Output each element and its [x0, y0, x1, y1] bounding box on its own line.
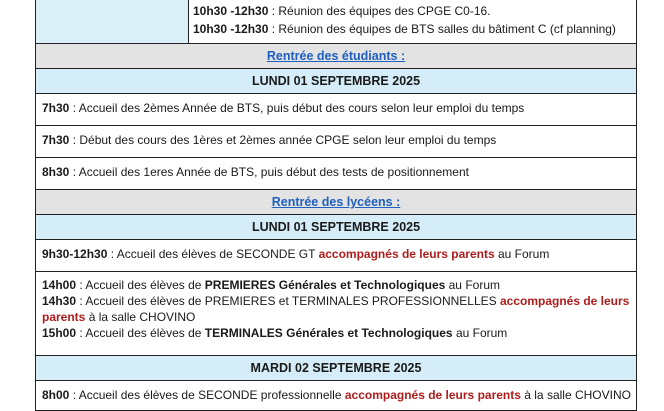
pupils-row-1-text-b: au Forum — [494, 247, 550, 261]
pupils-row-2-text-b: à la salle CHOVINO — [520, 388, 631, 402]
pupils-block-line-1 — [42, 277, 630, 293]
students-row-1 — [35, 94, 637, 126]
pupils-block-line-1-a: : Accueil des élèves de — [76, 278, 205, 292]
pupils-date-1: LUNDI 01 SEPTEMBRE 2025 — [251, 220, 421, 234]
pupils-row-1-red: accompagnés de leurs parents — [318, 247, 495, 261]
meeting-line-1 — [193, 2, 616, 20]
meeting-left-cell — [36, 0, 189, 43]
students-heading-row — [35, 44, 637, 69]
pupils-afternoon-block — [35, 272, 637, 356]
students-row-1-text: : Accueil des 2èmes Année de BTS, puis début des cours selon leur emploi du temps — [69, 101, 525, 115]
pupils-row-1 — [35, 240, 637, 272]
students-row-2-text: : Début des cours des 1ères et 2èmes année CPGE selon leur emploi du temps — [69, 133, 497, 147]
pupils-block-line-2-red: accompagnés de leurs parents — [42, 294, 630, 324]
meeting-line-2-text: : Réunion des équipes de BTS salles du bâtiment C (cf planning) — [268, 22, 616, 36]
students-heading: Rentrée des étudiants : — [266, 49, 406, 63]
pupils-date-2: MARDI 02 SEPTEMBRE 2025 — [250, 361, 422, 375]
pupils-block-line-2 — [42, 293, 630, 325]
students-row-2-time: 7h30 — [42, 133, 70, 147]
pupils-date-1-row — [35, 215, 637, 240]
pupils-block-line-1-bold: PREMIERES Générales et Technologiques — [204, 278, 446, 292]
meeting-line-2 — [193, 20, 616, 38]
pupils-block-line-3-time: 15h00 — [42, 326, 77, 340]
students-row-2 — [35, 126, 637, 158]
pupils-heading: Rentrée des lycéens : — [271, 195, 401, 209]
pupils-block-line-2-a: : Accueil des élèves de PREMIERES et TERMINALES PROFESSIONNELLES — [76, 294, 500, 308]
pupils-row-1-text-a: : Accueil des élèves de SECONDE GT — [107, 247, 319, 261]
pupils-row-1-time: 9h30-12h30 — [42, 247, 108, 261]
pupils-row-2 — [35, 381, 637, 411]
students-row-3 — [35, 158, 637, 190]
students-row-1-time: 7h30 — [42, 101, 70, 115]
pupils-row-2-time: 8h00 — [42, 388, 70, 402]
students-date: LUNDI 01 SEPTEMBRE 2025 — [251, 74, 421, 88]
pupils-block-line-2-time: 14h30 — [42, 294, 77, 308]
pupils-row-2-text-a: : Accueil des élèves de SECONDE professionnelle — [69, 388, 345, 402]
students-row-3-time: 8h30 — [42, 165, 70, 179]
pupils-block-line-3-b: au Forum — [452, 326, 508, 340]
meeting-line-1-text: : Réunion des équipes des CPGE C0-16. — [268, 4, 491, 18]
meeting-line-2-time: 10h30 -12h30 — [193, 22, 269, 36]
students-date-row — [35, 69, 637, 94]
students-row-3-text: : Accueil des 1eres Année de BTS, puis début des tests de positionnement — [69, 165, 469, 179]
pupils-row-2-red: accompagnés de leurs parents — [344, 388, 521, 402]
schedule-table — [35, 0, 637, 411]
pupils-block-line-3 — [42, 325, 630, 341]
pupils-block-line-1-time: 14h00 — [42, 278, 77, 292]
pupils-block-line-3-a: : Accueil des élèves de — [76, 326, 205, 340]
pupils-date-2-row — [35, 356, 637, 381]
meeting-right-cell — [189, 0, 616, 43]
pupils-block-line-1-b: au Forum — [445, 278, 500, 292]
meeting-line-1-time: 10h30 -12h30 — [193, 4, 269, 18]
meeting-row — [35, 0, 637, 44]
pupils-block-line-3-bold: TERMINALES Générales et Technologiques — [204, 326, 453, 340]
pupils-block-line-2-b: à la salle CHOVINO — [85, 310, 196, 324]
pupils-heading-row — [35, 190, 637, 215]
